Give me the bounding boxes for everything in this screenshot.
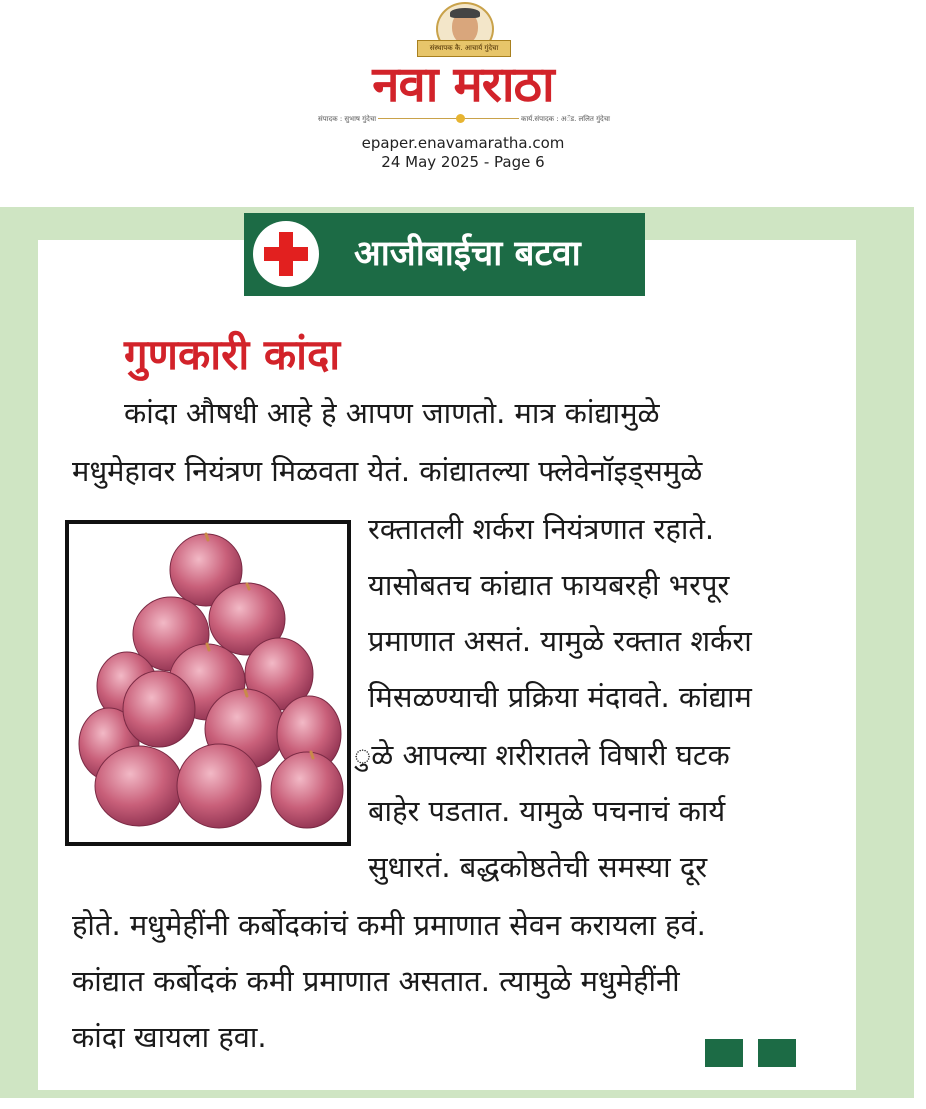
editor-credits — [316, 115, 612, 129]
article-line: मधुमेहावर नियंत्रण मिळवता येतं. कांद्यातल्या फ्लेवेनॉइड्समुळे — [72, 454, 703, 488]
section-title: आजीबाईचा बटवा — [354, 234, 581, 274]
article-line: ुळे आपल्या शरीरातले विषारी घटक — [354, 738, 730, 772]
article-headline: गुणकारी कांदा — [124, 330, 341, 379]
masthead — [0, 0, 926, 200]
medical-cross-icon — [253, 221, 319, 287]
article-line: मिसळण्याची प्रक्रिया मंदावते. कांद्याम — [368, 680, 752, 714]
director-line: कार्य.संपादक : अॅड. ललित गुंदेचा — [520, 115, 610, 123]
founder-ribbon: संस्थापक कै. आचार्य गुंदेचा — [417, 40, 511, 57]
onion-pile-image — [65, 520, 351, 846]
edition-date-page: 24 May 2025 - Page 6 — [381, 153, 545, 171]
section-banner — [244, 213, 645, 296]
article-line: रक्तातली शर्करा नियंत्रणात रहाते. — [368, 512, 715, 546]
newspaper-logo: नवा मराठा — [372, 56, 554, 113]
article-line: कांदा खायला हवा. — [72, 1020, 267, 1054]
sun-icon — [456, 114, 465, 123]
article-line: कांदा औषधी आहे हे आपण जाणतो. मात्र कांद्यामुळे — [124, 396, 660, 430]
article-line: बाहेर पडतात. यामुळे पचनाचं कार्य — [368, 794, 726, 828]
article-line: यासोबतच कांद्यात फायबरही भरपूर — [368, 568, 730, 602]
article-line: कांद्यात कर्बोदकं कमी प्रमाणात असतात. त्यामुळे मधुमेहींनी — [72, 964, 680, 998]
onions-icon — [69, 524, 347, 842]
article-line: सुधारतं. बद्धकोष्ठतेची समस्या दूर — [368, 850, 708, 884]
article-line: होते. मधुमेहींनी कर्बोदकांचं कमी प्रमाणात सेवन करायला हवं. — [72, 908, 706, 942]
article-line: प्रमाणात असतं. यामुळे रक्तात शर्करा — [368, 624, 752, 658]
end-mark-left — [705, 1039, 743, 1067]
epaper-url: epaper.enavamaratha.com — [361, 134, 565, 152]
end-mark-right — [758, 1039, 796, 1067]
editor-line: संपादक : सुभाष गुंदेचा — [318, 115, 377, 123]
